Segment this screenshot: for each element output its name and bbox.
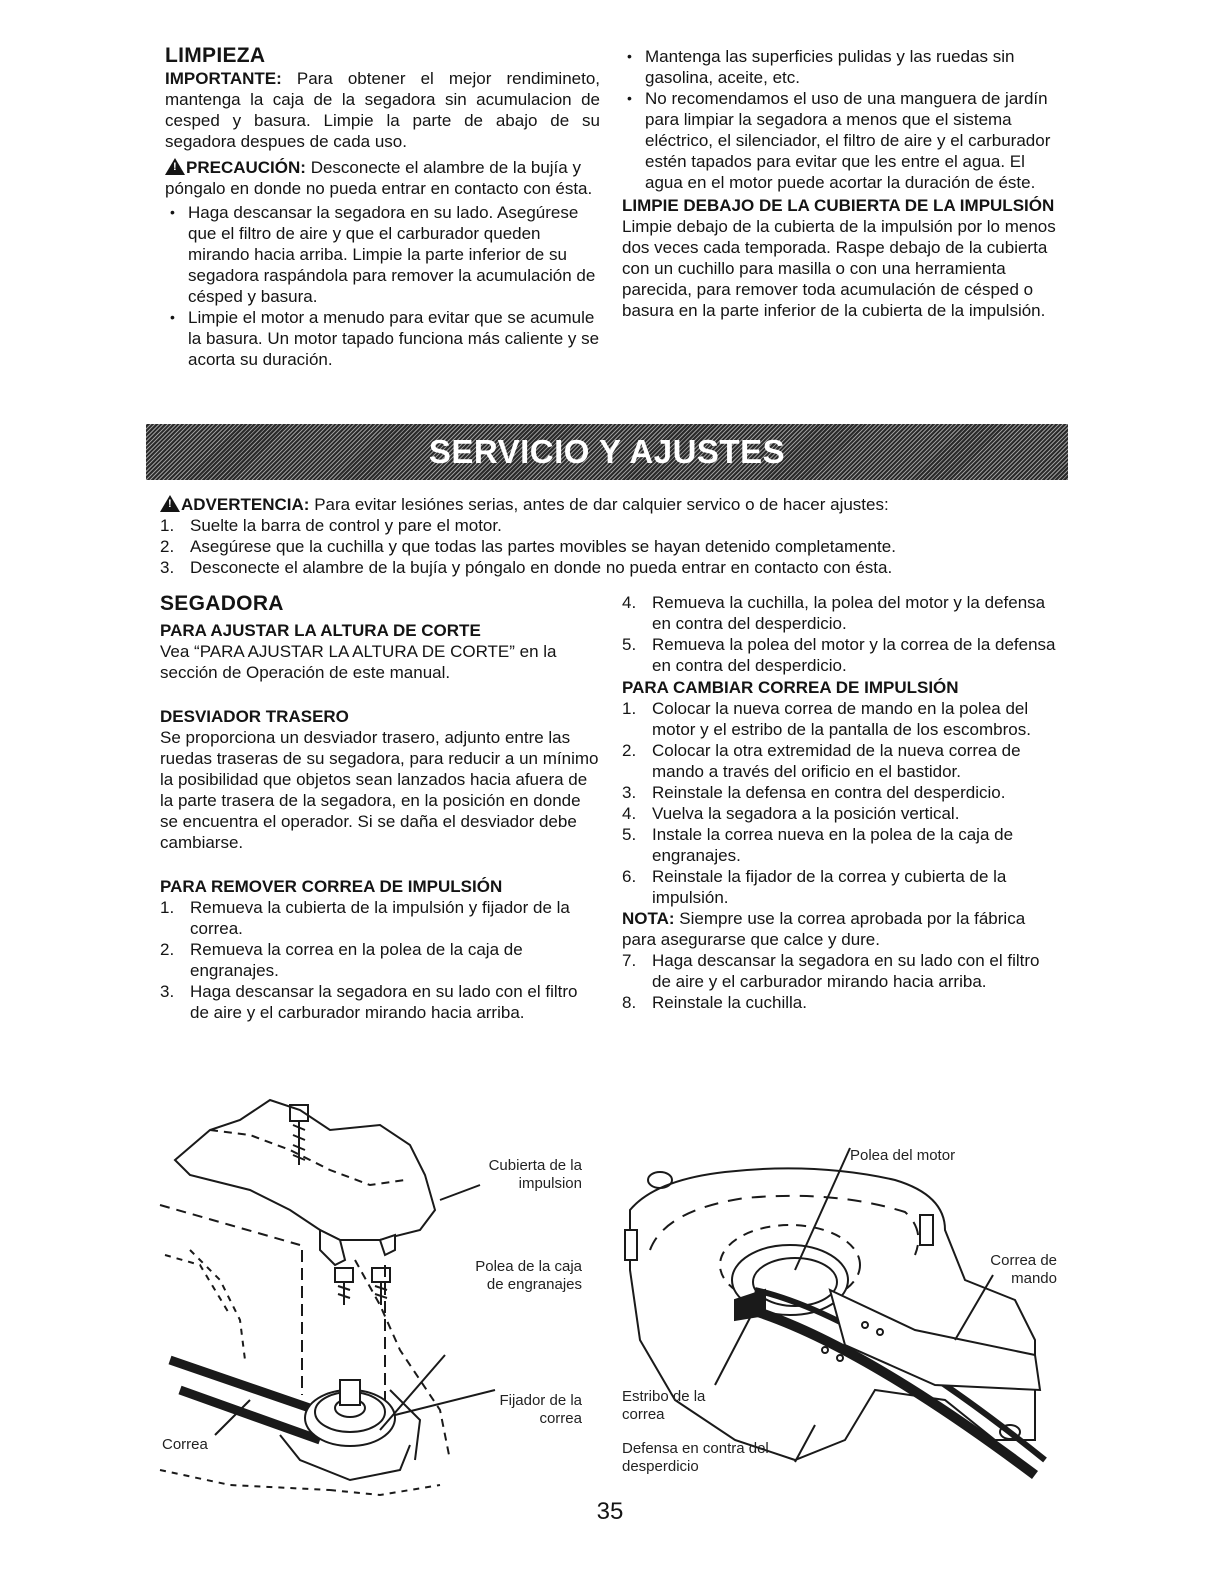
list-item: 3. Desconecte el alambre de la bujía y póngalo en donde no pueda entrar en contacto con ésta. (160, 558, 893, 577)
section-banner (146, 424, 1068, 480)
important-label: IMPORTANTE: (165, 69, 282, 88)
caution-label: PRECAUCIÓN: (186, 158, 306, 177)
list-item: 4. Remueva la cuchilla, la polea del motor y la defensa en contra del desperdicio. (622, 593, 1046, 633)
page-number: 35 (596, 1498, 624, 1525)
note-text: Siempre use la correa aprobada por la fábrica para asegurarse que calce y dure. (622, 909, 1026, 949)
list-item: • Haga descansar la segadora en su lado. Asegúrese que el filtro de aire y que el carburador queden mirando hacia arriba. Limpie la parte inferior de su segadora raspándola para remover la acumulación de césped y basura. (165, 202, 600, 307)
list-item: 1. Colocar la nueva correa de mando en la polea del motor y el estribo de la pantalla de los escombros. (622, 699, 1031, 739)
list-item: 8. Reinstale la cuchilla. (622, 993, 807, 1012)
list-item: 2. Asegúrese que la cuchilla y que todas las partes movibles se hayan detenido completamente. (160, 537, 896, 556)
drive-cover-text: Limpie debajo de la cubierta de la impulsión por lo menos dos veces cada temporada. Raspe debajo de la cubierta con un cuchillo para masilla o con una herramienta parecida, para remover toda acumulación de césped o basura en la parte inferior de la cubierta de la impulsión. (622, 217, 1056, 320)
label-motor-pulley: Polea del motor (850, 1147, 956, 1164)
limpieza-section-right (622, 46, 1062, 321)
segadora-section (160, 592, 600, 1023)
segadora-section-right (622, 592, 1062, 1013)
limpieza-title: LIMPIEZA (165, 44, 266, 67)
important-paragraph (165, 68, 600, 152)
list-item: 2. Remueva la correa en la polea de la caja de engranajes. (160, 940, 523, 980)
cleaning-bullets-right (622, 46, 1062, 193)
label-drive-belt: Correa de mando (990, 1252, 1057, 1287)
warning-text: Para evitar lesiónes serias, antes de dar calquier servico o de hacer ajustes: (314, 495, 889, 514)
warning-label: ADVERTENCIA: (181, 495, 310, 514)
warning-steps (160, 515, 1070, 578)
deflector-title: DESVIADOR TRASERO (160, 707, 349, 726)
label-debris-shield: Defensa en contra del desperdicio (622, 1440, 769, 1475)
important-text: Para obtener el mejor rendimineto, mantenga la caja de la segadora sin acumulacion de cesped y basura. Limpie la parte de abajo de su segadora despues de cada uso. (165, 69, 600, 151)
deflector-text: Se proporciona un desviador trasero, adjunto entre las ruedas traseras de su segadora, para reducir a un mínimo la posibilidad que objetos sean lanzados hacia afuera de la parte trasera de la segadora, en la posición en donde se encuentra el operador. Si se daña el desviador debe cambiarse. (160, 728, 599, 852)
warning-triangle-icon (165, 158, 185, 175)
list-item: 1. Remueva la cubierta de la impulsión y fijador de la correa. (160, 898, 570, 938)
list-item: 3. Haga descansar la segadora en su lado con el filtro de aire y el carburador mirando hacia arriba. (160, 982, 578, 1022)
list-item: 6. Reinstale la fijador de la correa y cubierta de la impulsión. (622, 867, 1007, 907)
warning-triangle-icon (160, 495, 180, 512)
label-belt: Correa (162, 1436, 208, 1453)
height-text: Vea “PARA AJUSTAR LA ALTURA DE CORTE” en la sección de Operación de este manual. (160, 642, 557, 682)
limpieza-section (165, 44, 600, 370)
list-item: 7. Haga descansar la segadora en su lado con el filtro de aire y el carburador mirando hacia arriba. (622, 951, 1040, 991)
list-item: • No recomendamos el uso de una manguera de jardín para limpiar la segadora a menos que el sistema eléctrico, el silenciador, el filtro de aire y el carburador estén tapados para evitar que les entre el agua. El agua en el motor puede acortar la duración de éste. (622, 88, 1062, 193)
belt-routing-diagram (615, 1140, 1065, 1490)
warning-block (160, 494, 1070, 578)
list-item: 3. Reinstale la defensa en contra del desperdicio. (622, 783, 1006, 802)
remove-belt-title: PARA REMOVER CORREA DE IMPULSIÓN (160, 877, 503, 896)
remove-belt-steps-a (160, 897, 600, 1023)
list-item: 4. Vuelva la segadora a la posición vertical. (622, 804, 960, 823)
list-item: 5. Instale la correa nueva en la polea de la caja de engranajes. (622, 825, 1014, 865)
list-item: 5. Remueva la polea del motor y la correa de la defensa en contra del desperdicio. (622, 635, 1056, 675)
list-item: 2. Colocar la otra extremidad de la nueva correa de mando a través del orificio en el bastidor. (622, 741, 1021, 781)
remove-belt-steps-b (622, 592, 1062, 676)
caution-paragraph (165, 157, 600, 199)
note-paragraph (622, 908, 1062, 950)
label-belt-bracket: Estribo de la correa (622, 1388, 706, 1423)
label-gearbox-pulley: Polea de la caja de engranajes (475, 1258, 582, 1293)
change-belt-steps-a (622, 698, 1062, 908)
caution-text: Desconecte el alambre de la bujía y póngalo en donde no pueda entrar en contacto con ésta. (165, 158, 593, 198)
warning-paragraph (160, 494, 1070, 515)
change-belt-title: PARA CAMBIAR CORREA DE IMPULSIÓN (622, 678, 959, 697)
list-item: 1. Suelte la barra de control y pare el motor. (160, 516, 502, 535)
segadora-title: SEGADORA (160, 592, 284, 615)
banner-title: SERVICIO Y AJUSTES (428, 433, 786, 470)
height-title: PARA AJUSTAR LA ALTURA DE CORTE (160, 621, 481, 640)
cleaning-bullets-left (165, 202, 600, 370)
label-drive-cover: Cubierta de la impulsion (488, 1157, 582, 1192)
note-label: NOTA: (622, 909, 675, 928)
list-item: • Limpie el motor a menudo para evitar que se acumule la basura. Un motor tapado funciona más caliente y se acorta su duración. (165, 307, 600, 370)
drive-cover-title: LIMPIE DEBAJO DE LA CUBIERTA DE LA IMPULSIÓN (622, 196, 1055, 215)
change-belt-steps-b (622, 950, 1062, 1013)
label-belt-retainer: Fijador de la correa (499, 1392, 582, 1427)
list-item: • Mantenga las superficies pulidas y las ruedas sin gasolina, aceite, etc. (622, 46, 1062, 88)
